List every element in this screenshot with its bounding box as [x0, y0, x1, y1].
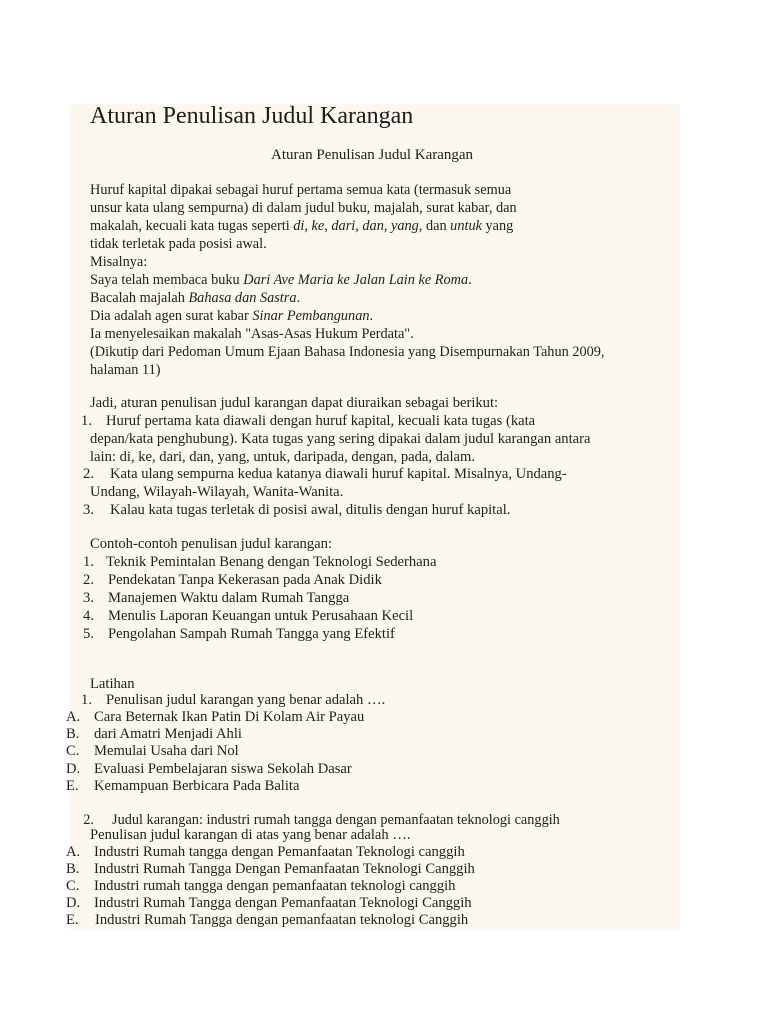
option-text: Industri Rumah Tangga Dengan Pemanfaatan Teknologi Canggih	[94, 861, 475, 877]
option-text: Memulai Usaha dari Nol	[94, 743, 239, 759]
option-letter: C.	[66, 878, 80, 894]
example-title: Teknik Pemintalan Benang dengan Teknologi Sederhana	[106, 554, 437, 570]
example-title: Manajemen Waktu dalam Rumah Tangga	[108, 590, 350, 606]
option-letter: D.	[66, 895, 81, 911]
latihan-heading: Latihan	[90, 676, 135, 692]
option-text: Industri Rumah tangga dengan Pemanfaatan Teknologi canggih	[94, 844, 465, 860]
source-citation: halaman 11)	[90, 362, 161, 378]
option-text: Industri Rumah Tangga dengan pemanfaatan teknologi Canggih	[95, 912, 469, 928]
example-title: Pendekatan Tanpa Kekerasan pada Anak Didik	[108, 572, 382, 588]
option-text: Kemampuan Berbicara Pada Balita	[94, 778, 300, 794]
option-text: Cara Beternak Ikan Patin Di Kolam Air Payau	[94, 709, 365, 725]
option-letter: E.	[66, 912, 79, 928]
option-letter: C.	[66, 743, 80, 759]
source-citation: (Dikutip dari Pedoman Umum Ejaan Bahasa Indonesia yang Disempurnakan Tahun 2009,	[90, 344, 605, 360]
option-letter: E.	[66, 778, 79, 794]
option-text: Evaluasi Pembelajaran siswa Sekolah Dasar	[94, 761, 352, 777]
option-text: dari Amatri Menjadi Ahli	[94, 726, 242, 742]
question-text: Penulisan judul karangan di atas yang benar adalah ….	[90, 827, 411, 843]
example-sentence: Ia menyelesaikan makalah "Asas-Asas Hukum Perdata".	[90, 326, 414, 342]
section-title: Aturan Penulisan Judul Karangan	[271, 147, 474, 163]
quote-line: Huruf kapital dipakai sebagai huruf pertama semua kata (termasuk semua	[90, 182, 512, 198]
option-text: Industri rumah tangga dengan pemanfaatan teknologi canggih	[94, 878, 456, 894]
list-number: 4.	[83, 608, 94, 624]
examples-intro: Contoh-contoh penulisan judul karangan:	[90, 536, 332, 552]
list-number: 1.	[83, 554, 94, 570]
list-number: 3.	[83, 590, 94, 606]
option-letter: A.	[66, 844, 81, 860]
rule-text: lain: di, ke, dari, dan, yang, untuk, daripada, dengan, pada, dalam.	[90, 449, 475, 465]
rules-intro: Jadi, aturan penulisan judul karangan dapat diuraikan sebagai berikut:	[90, 395, 499, 411]
option-letter: B.	[66, 861, 80, 877]
example-title: Menulis Laporan Keuangan untuk Perusahaan Kecil	[108, 608, 414, 624]
option-letter: D.	[66, 761, 81, 777]
rule-text: depan/kata penghubung). Kata tugas yang sering dipakai dalam judul karangan antara	[90, 431, 591, 447]
list-number: 1.	[81, 413, 92, 429]
rule-text: Kata ulang sempurna kedua katanya diawali huruf kapital. Misalnya, Undang-	[110, 466, 567, 482]
question-text: Penulisan judul karangan yang benar adalah ….	[106, 692, 386, 708]
document-title: Aturan Penulisan Judul Karangan	[90, 103, 414, 129]
list-number: 2.	[83, 466, 94, 482]
list-number: 5.	[83, 626, 94, 642]
example-sentence: Dia adalah agen surat kabar Sinar Pembangunan.	[90, 308, 374, 324]
list-number: 2.	[83, 572, 94, 588]
question-number: 2.	[83, 812, 94, 828]
rule-text: Undang, Wilayah-Wilayah, Wanita-Wanita.	[90, 484, 344, 500]
option-letter: B.	[66, 726, 80, 742]
quote-line: tidak terletak pada posisi awal.	[90, 236, 267, 252]
option-letter: A.	[66, 709, 81, 725]
misalnya-label: Misalnya:	[90, 254, 148, 270]
rule-text: Kalau kata tugas terletak di posisi awal, ditulis dengan huruf kapital.	[110, 502, 511, 518]
quote-line: makalah, kecuali kata tugas seperti di, ke, dari, dan, yang, dan untuk yang	[90, 218, 514, 234]
question-number: 1.	[81, 692, 92, 708]
option-text: Industri Rumah Tangga dengan Pemanfaatan Teknologi Canggih	[94, 895, 472, 911]
rule-text: Huruf pertama kata diawali dengan huruf kapital, kecuali kata tugas (kata	[106, 413, 536, 429]
question-text: Judul karangan: industri rumah tangga dengan pemanfaatan teknologi canggih	[112, 812, 560, 828]
list-number: 3.	[83, 502, 94, 518]
example-sentence: Saya telah membaca buku Dari Ave Maria ke Jalan Lain ke Roma.	[90, 272, 472, 288]
example-sentence: Bacalah majalah Bahasa dan Sastra.	[90, 290, 301, 306]
quote-line: unsur kata ulang sempurna) di dalam judul buku, majalah, surat kabar, dan	[90, 200, 517, 216]
example-title: Pengolahan Sampah Rumah Tangga yang Efektif	[108, 626, 395, 642]
